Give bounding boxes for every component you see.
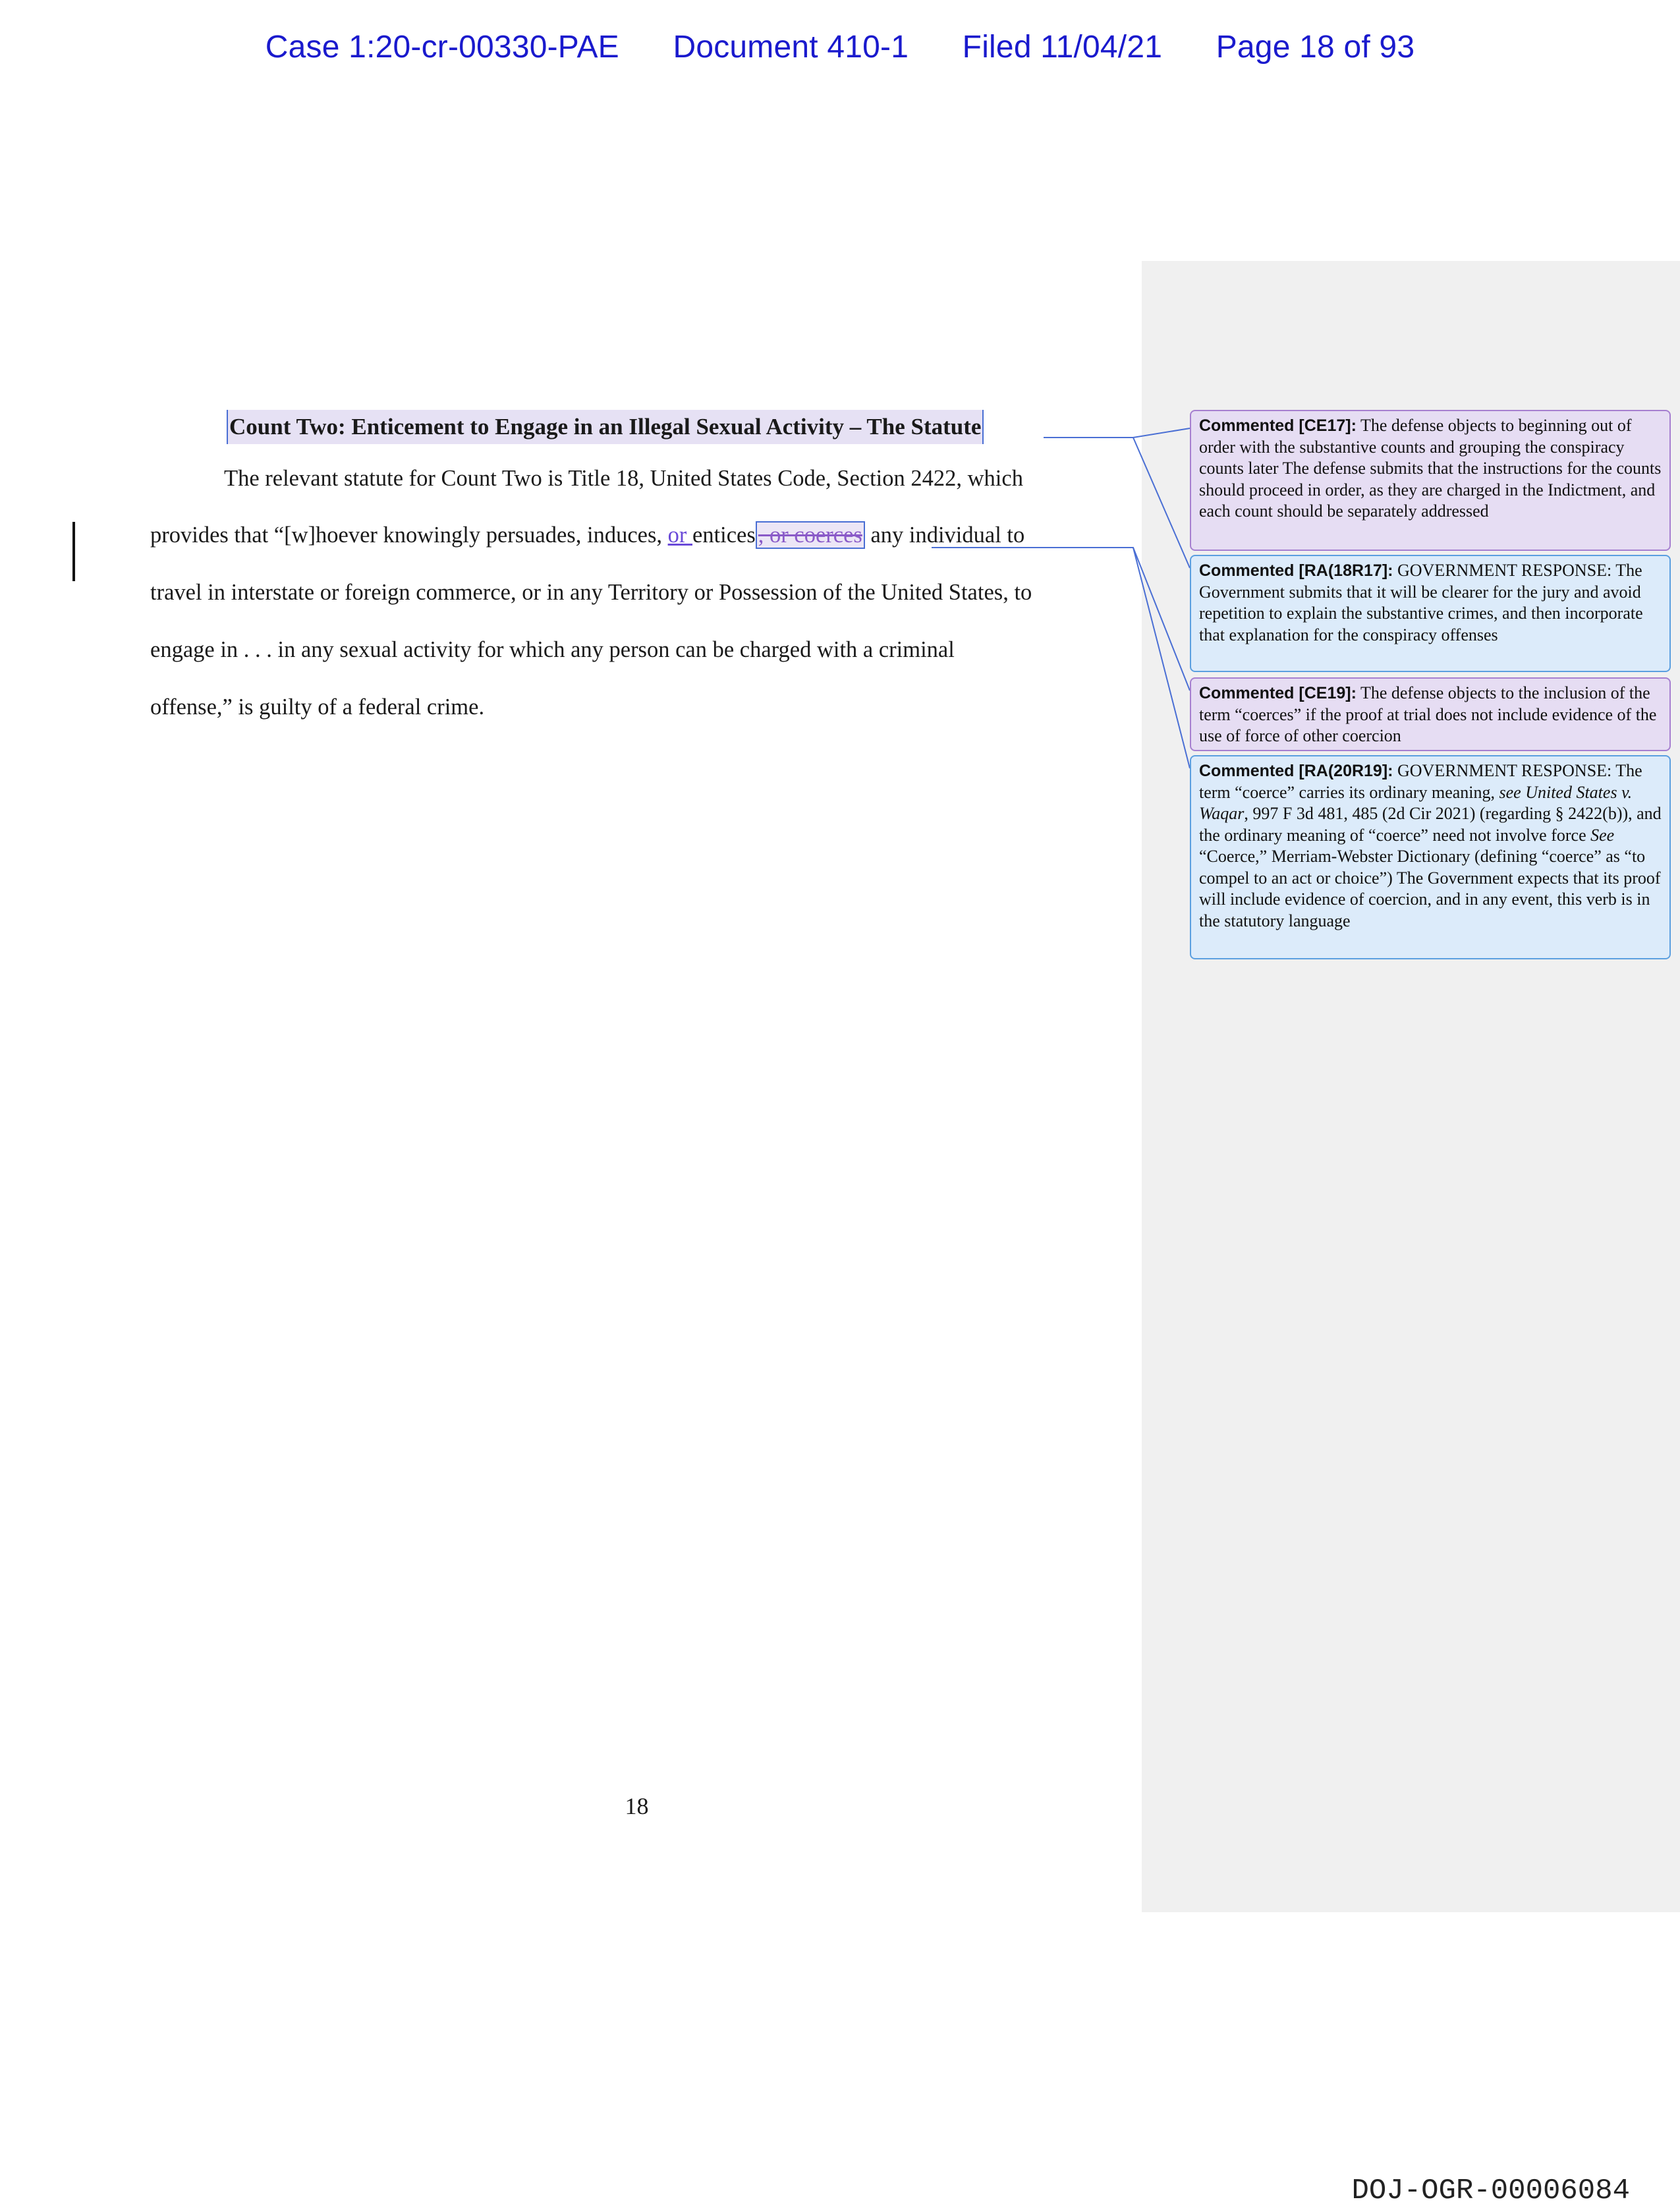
paragraph-line-3: travel in interstate or foreign commerce, or in any Territory or Possession of the United States, to — [150, 580, 1032, 605]
comment-text: The defense objects to the inclusion of the term “coerces” if the proof at trial does not include evidence of the use of force of other coercion — [1199, 683, 1657, 745]
page-number: 18 — [625, 1793, 649, 1819]
comment-text: , 997 F 3d 481, 485 (2d Cir 2021) (regarding § 2422(b)), and the ordinary meaning of “coerce” need not involve force — [1199, 804, 1662, 845]
paragraph-line-5: offense,” is guilty of a federal crime. — [150, 695, 485, 720]
comment-citation: see United States v. Waqar — [1199, 782, 1633, 823]
connector-ce17 — [1044, 428, 1190, 438]
case-number: Case 1:20-cr-00330-PAE — [265, 30, 619, 65]
comment-citation: See — [1590, 825, 1615, 845]
comment-text: The defense objects to beginning out of order with the substantive counts and grouping the conspiracy counts later The defense submits that the instructions for the counts should proceed in order, as they are charged in the Indictment, and each count should be separately addressed — [1199, 416, 1662, 521]
document-number: Document 410-1 — [673, 30, 909, 65]
bates-number: DOJ-OGR-00006084 — [1351, 2174, 1630, 2207]
page-indicator: Page 18 of 93 — [1216, 30, 1415, 65]
comment-ce17[interactable] — [1190, 410, 1671, 551]
section-heading: Count Two: Enticement to Engage in an Illegal Sexual Activity – The Statute — [227, 410, 984, 444]
connector-ra20 — [1133, 548, 1190, 768]
comment-ra18r17[interactable] — [1190, 555, 1671, 672]
revision-change-bar — [72, 522, 75, 581]
paragraph-line-1: The relevant statute for Count Two is Title 18, United States Code, Section 2422, which — [224, 466, 1023, 491]
text-segment: provides that “[w]hoever knowingly persuades, induces, — [150, 523, 668, 548]
comment-ra20r19[interactable] — [1190, 755, 1671, 959]
comment-label: Commented [CE17]: — [1199, 416, 1357, 435]
comment-text: GOVERNMENT RESPONSE: The term “coerce” carries its ordinary meaning, — [1199, 761, 1642, 802]
deleted-text-anchor — [756, 521, 865, 549]
comment-text: “Coerce,” Merriam-Webster Dictionary (defining “coerce” as “to compel to an act or choice”) The Government expects that its proof will include evidence of coercion, and in any event, this verb is in the statutory language — [1199, 847, 1661, 930]
text-segment: entices — [692, 523, 756, 548]
comment-label: Commented [CE19]: — [1199, 684, 1357, 702]
connector-ra18 — [1133, 438, 1190, 568]
comment-label: Commented [RA(20R19]: — [1199, 762, 1393, 780]
paragraph-line-4: engage in . . . in any sexual activity for which any person can be charged with a criminal — [150, 637, 955, 662]
comment-text: GOVERNMENT RESPONSE: The Government submits that it will be clearer for the jury and avoid repetition to explain the substantive crimes, and then incorporate that explanation for the conspiracy offenses — [1199, 561, 1643, 644]
filed-date: Filed 11/04/21 — [962, 30, 1163, 65]
paragraph-line-2 — [150, 519, 1024, 552]
inserted-text: or — [667, 523, 692, 548]
deleted-text: , or coerces — [758, 523, 862, 548]
comment-ce19[interactable] — [1190, 677, 1671, 751]
comment-label: Commented [RA(18R17]: — [1199, 561, 1393, 580]
text-segment: any individual to — [864, 523, 1025, 548]
